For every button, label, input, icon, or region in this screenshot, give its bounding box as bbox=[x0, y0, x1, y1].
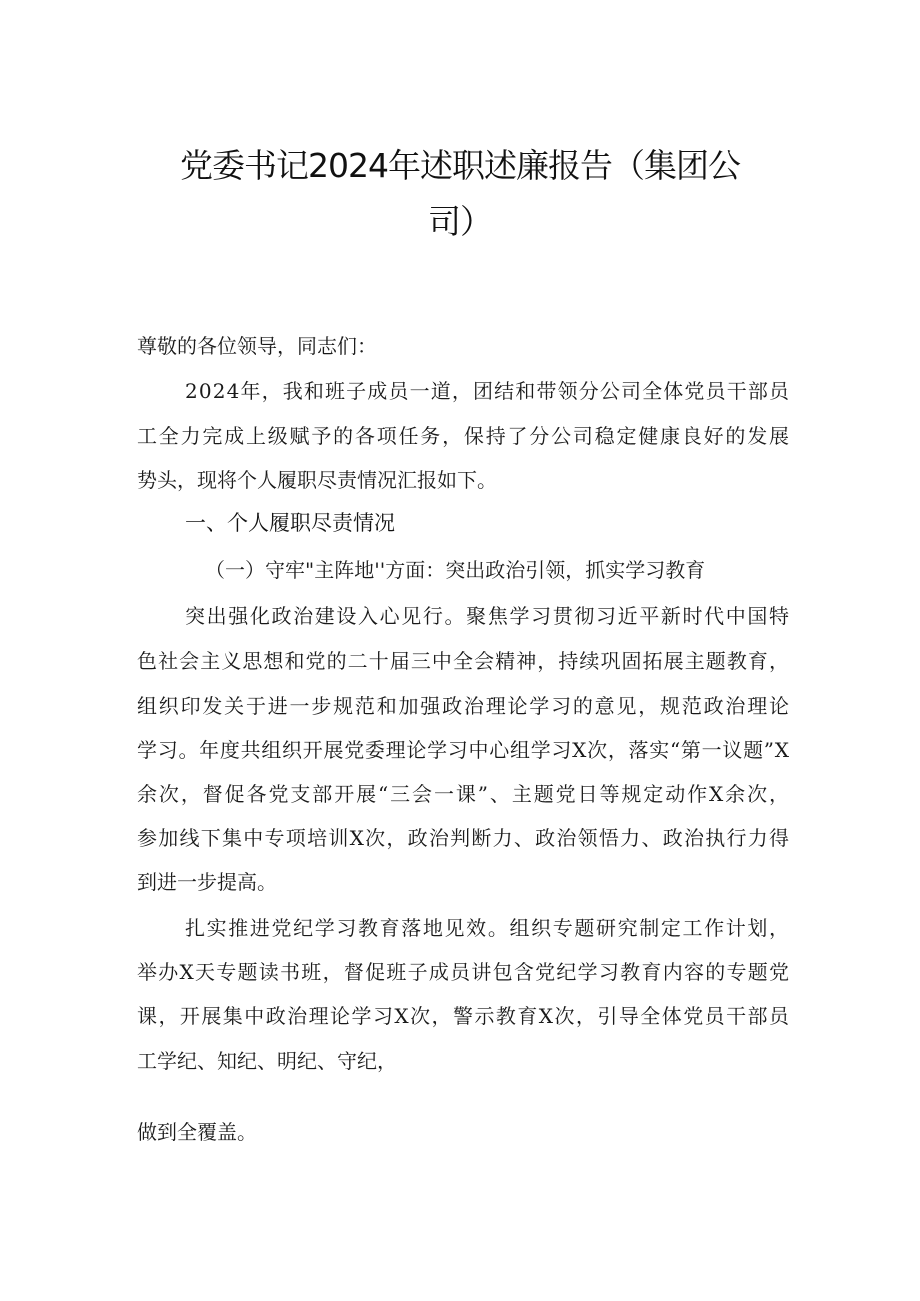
paragraph-line: 学习。年度共组织开展党委理论学习中心组学习X次，落实“第一议题”X bbox=[137, 738, 790, 762]
greeting: 尊敬的各位领导，同志们： bbox=[137, 334, 377, 358]
paragraph-line: 工学纪、知纪、明纪、守纪， bbox=[137, 1049, 397, 1073]
paragraph-line: 参加线下集中专项培训X次，政治判断力、政治领悟力、政治执行力得 bbox=[137, 826, 791, 850]
section-heading: 一、个人履职尽责情况 bbox=[185, 511, 395, 535]
paragraph-line: 色社会主义思想和党的二十届三中全会精神，持续巩固拓展主题教育， bbox=[137, 649, 791, 673]
intro-line: 工全力完成上级赋予的各项任务，保持了分公司稳定健康良好的发展 bbox=[137, 424, 791, 448]
document-title-line-1: 党委书记2024年述职述廉报告（集团公 bbox=[180, 146, 740, 185]
paragraph-line: 组织印发关于进一步规范和加强政治理论学习的意见，规范政治理论 bbox=[137, 694, 791, 718]
paragraph-line: 到进一步提高。 bbox=[137, 870, 277, 894]
continuation-line: 做到全覆盖。 bbox=[137, 1120, 257, 1144]
intro-line: 2024年，我和班子成员一道，团结和带领分公司全体党员干部员 bbox=[185, 379, 791, 403]
document-title-line-2: 司） bbox=[428, 202, 492, 241]
paragraph-line: 扎实推进党纪学习教育落地见效。组织专题研究制定工作计划， bbox=[185, 916, 791, 940]
paragraph-line: 余次，督促各党支部开展“三会一课”、主题党日等规定动作X余次， bbox=[137, 782, 791, 806]
paragraph-line: 突出强化政治建设入心见行。聚焦学习贯彻习近平新时代中国特 bbox=[185, 604, 791, 628]
paragraph-line: 课，开展集中政治理论学习X次，警示教育X次，引导全体党员干部员 bbox=[137, 1004, 791, 1028]
paragraph-line: 举办X天专题读书班，督促班子成员讲包含党纪学习教育内容的专题党 bbox=[137, 960, 791, 984]
intro-line: 势头，现将个人履职尽责情况汇报如下。 bbox=[137, 468, 497, 492]
subsection-heading: （一）守牢"主阵地''方面：突出政治引领，抓实学习教育 bbox=[205, 558, 706, 582]
